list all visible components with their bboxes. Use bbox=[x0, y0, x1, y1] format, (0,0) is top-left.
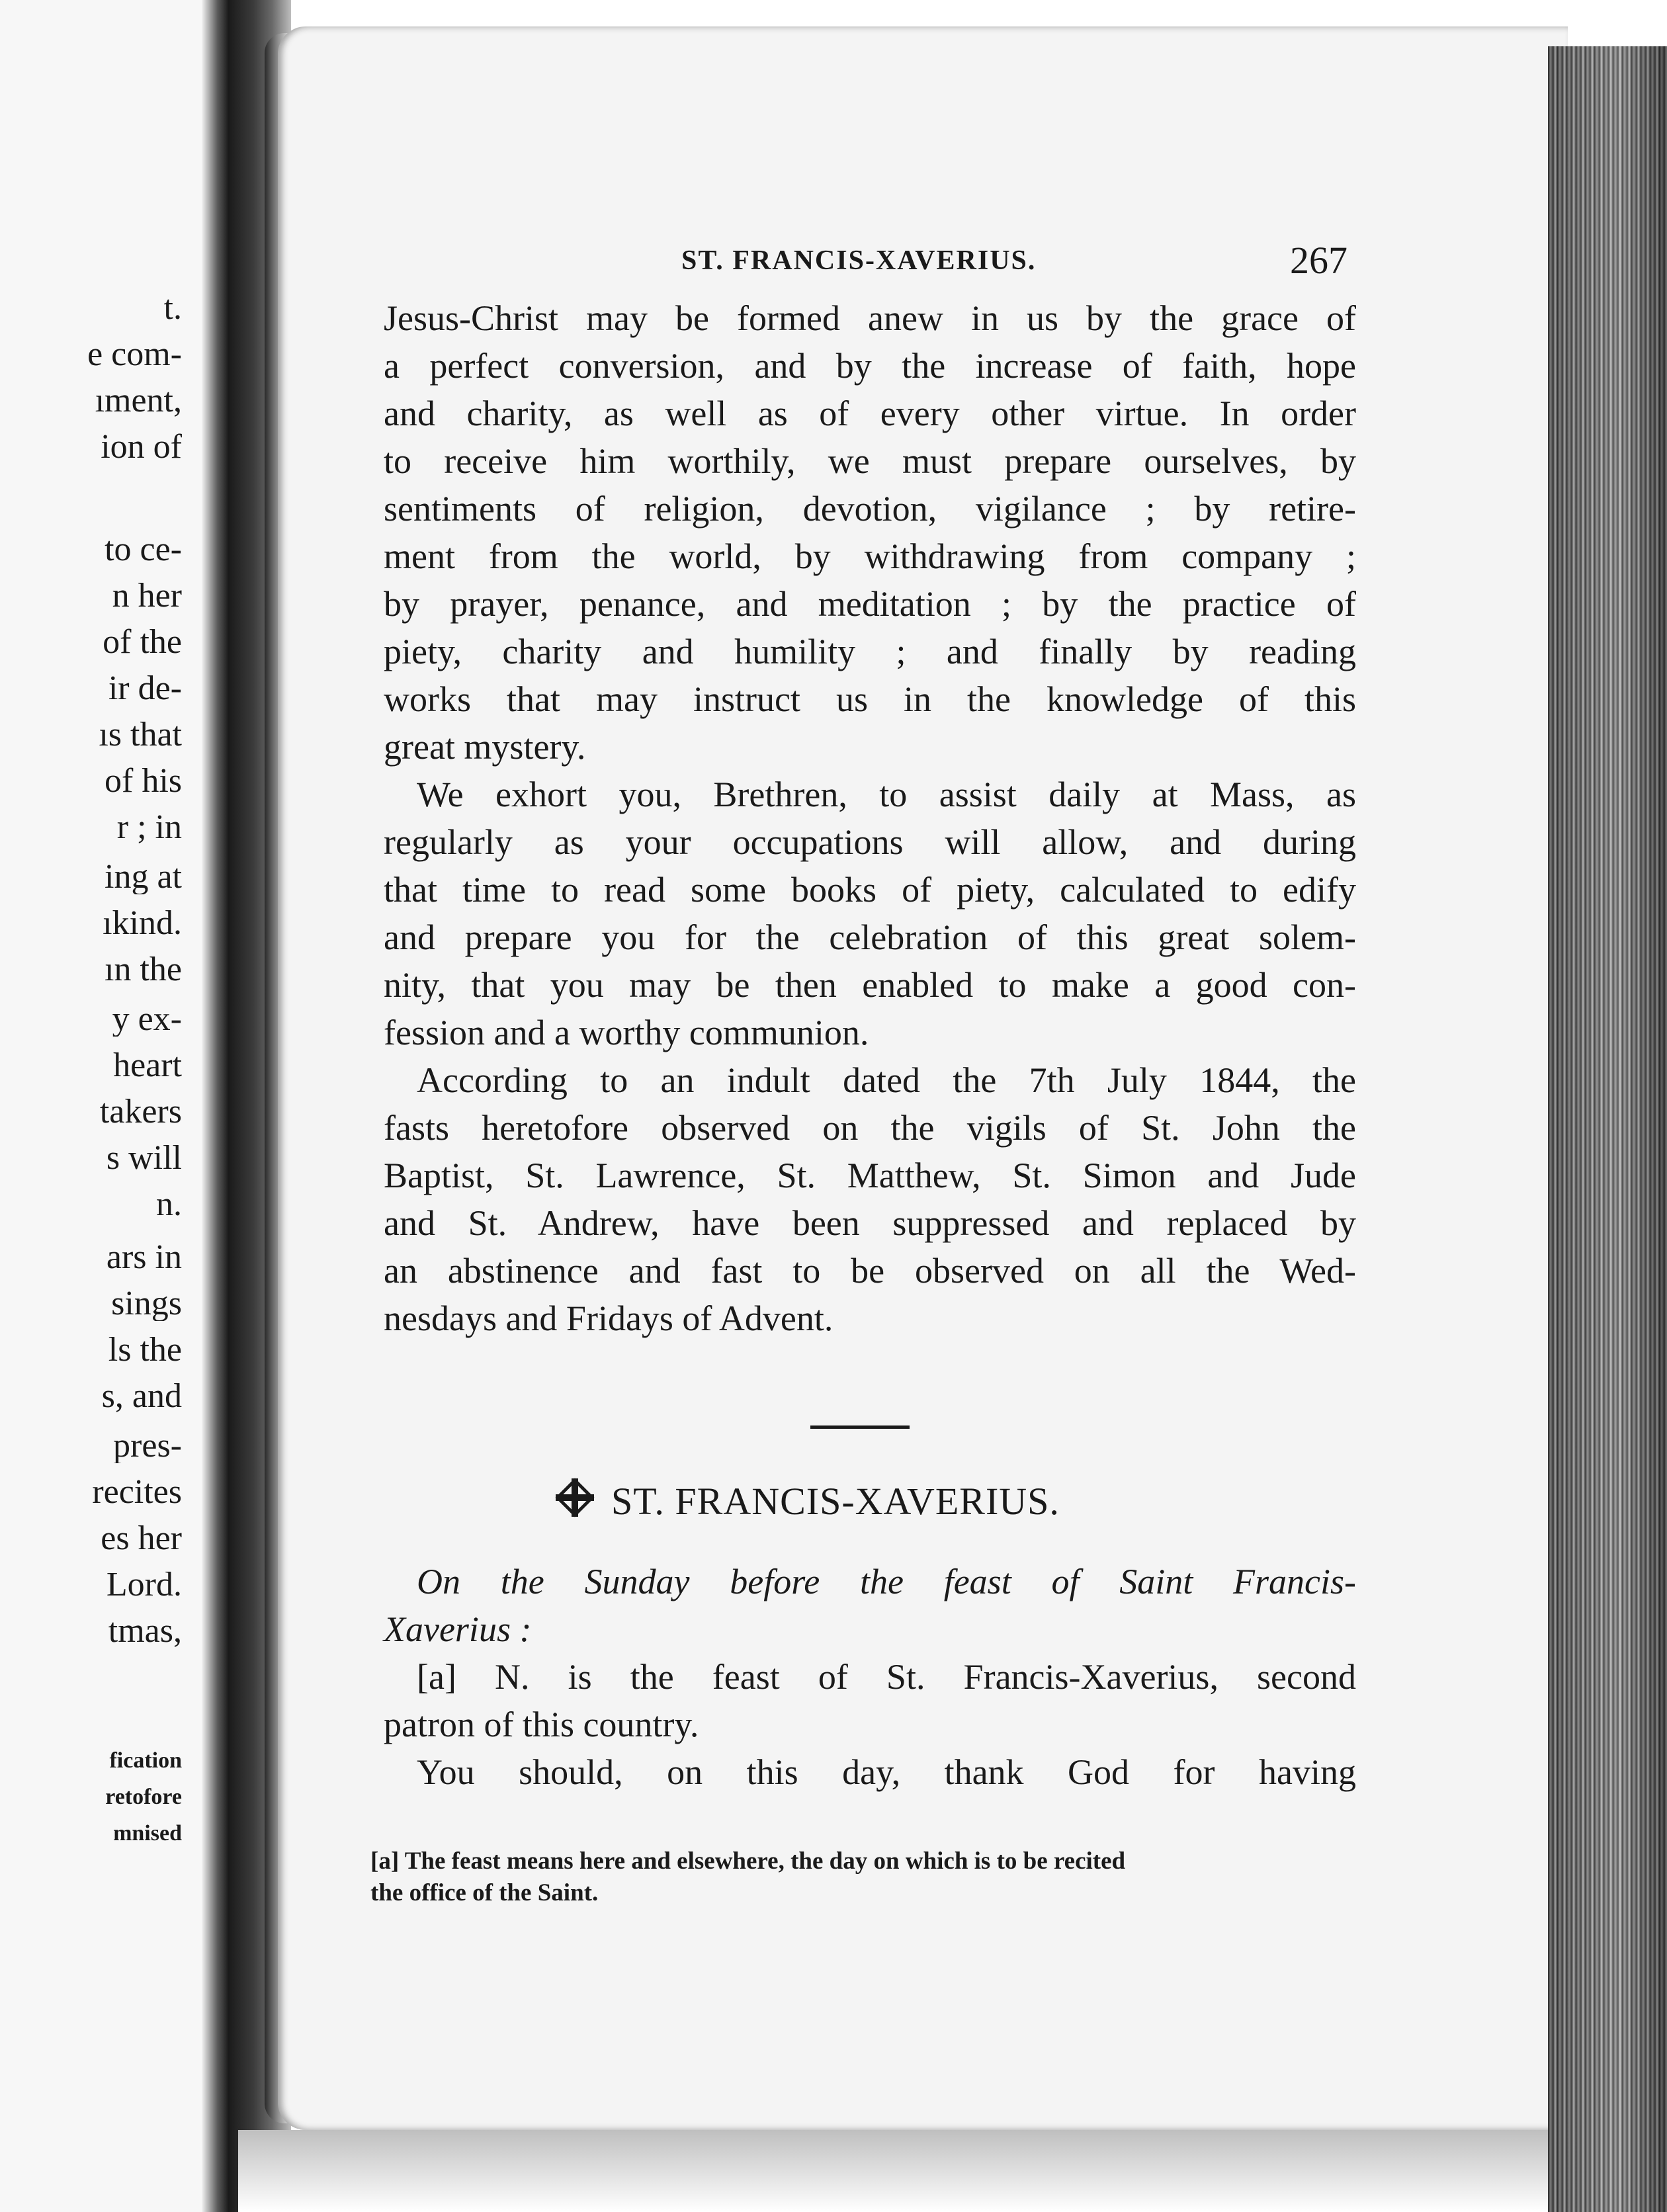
text-line: On the Sunday before the feast of Saint Francis- bbox=[417, 1562, 1356, 1601]
footnote-line: the office of the Saint. bbox=[370, 1879, 599, 1906]
left-page-line: ion of bbox=[101, 430, 182, 464]
text-line: an abstinence and fast to be observed on all the Wed- bbox=[384, 1251, 1356, 1291]
text-line: Jesus-Christ may be formed anew in us by the grace of bbox=[384, 298, 1356, 338]
text-line: sentiments of religion, devotion, vigilance ; by retire- bbox=[384, 489, 1356, 529]
section-heading bbox=[556, 1478, 1060, 1523]
left-page-line: sings bbox=[111, 1287, 182, 1321]
left-page-line: ıkind. bbox=[103, 906, 182, 941]
text-line: You should, on this day, thank God for having bbox=[417, 1752, 1356, 1792]
left-page-note-line: retofore bbox=[105, 1786, 182, 1808]
paragraph-3 bbox=[384, 1056, 1356, 1342]
left-page-line: of the bbox=[103, 625, 182, 659]
text-line: According to an indult dated the 7th July 1844, the bbox=[417, 1060, 1356, 1100]
text-line: great mystery. bbox=[384, 727, 586, 767]
left-page-line: ars in bbox=[106, 1240, 182, 1275]
left-page-line: tmas, bbox=[108, 1614, 182, 1648]
text-line: ment from the world, by withdrawing from company ; bbox=[384, 536, 1356, 576]
left-page-line: ls the bbox=[108, 1333, 182, 1367]
section-divider bbox=[810, 1425, 910, 1429]
body-text bbox=[384, 294, 1356, 1342]
left-page-line: r ; in bbox=[116, 810, 182, 845]
page-edges-stack bbox=[1548, 46, 1667, 2212]
page-number: 267 bbox=[1290, 239, 1347, 282]
left-page-line: ıs that bbox=[99, 718, 182, 752]
left-page-line: s will bbox=[106, 1141, 182, 1175]
section-body bbox=[384, 1558, 1356, 1796]
left-page-line: takers bbox=[99, 1095, 182, 1129]
text-line: nity, that you may be then enabled to make a good con- bbox=[384, 965, 1356, 1005]
footnote-line: [a] The feast means here and elsewhere, the day on which is to be recited bbox=[370, 1848, 1126, 1875]
left-page-line: ing at bbox=[105, 860, 182, 894]
running-title: ST. FRANCIS-XAVERIUS. bbox=[681, 245, 1037, 276]
text-line: patron of this country. bbox=[384, 1705, 699, 1744]
left-page-line: n. bbox=[156, 1187, 182, 1222]
left-page-line: t. bbox=[163, 291, 182, 325]
footnote bbox=[370, 1846, 1330, 1909]
left-page-line: recites bbox=[92, 1475, 182, 1510]
paragraph-1 bbox=[384, 294, 1356, 771]
left-page-line: ın the bbox=[105, 953, 182, 987]
section-title-text: ST. FRANCIS-XAVERIUS. bbox=[611, 1480, 1060, 1523]
text-line: and prepare you for the celebration of this great solem- bbox=[384, 917, 1356, 957]
left-page-note-line: fication bbox=[109, 1750, 182, 1772]
text-line: nesdays and Fridays of Advent. bbox=[384, 1298, 834, 1338]
left-page-line: n her bbox=[112, 579, 182, 613]
text-line: fession and a worthy communion. bbox=[384, 1013, 869, 1052]
text-line: fasts heretofore observed on the vigils of St. John the bbox=[384, 1108, 1356, 1148]
left-page-shadow bbox=[202, 0, 228, 2212]
left-page-line: heart bbox=[113, 1048, 182, 1083]
text-line: and charity, as well as of every other virtue. In order bbox=[384, 394, 1356, 433]
text-line: Baptist, St. Lawrence, St. Matthew, St. Simon and Jude bbox=[384, 1156, 1356, 1195]
left-page-line: of his bbox=[105, 764, 182, 798]
left-page-line: s, and bbox=[101, 1379, 182, 1414]
text-line: Xaverius : bbox=[384, 1609, 532, 1649]
left-page-line: pres- bbox=[113, 1429, 182, 1463]
text-line: by prayer, penance, and meditation ; by the practice of bbox=[384, 584, 1356, 624]
text-line: regularly as your occupations will allow, and during bbox=[384, 822, 1356, 862]
paragraph-2 bbox=[384, 771, 1356, 1056]
text-line: to receive him worthily, we must prepare ourselves, by bbox=[384, 441, 1356, 481]
left-page-line: ir de- bbox=[108, 671, 182, 706]
left-page-note-line: mnised bbox=[113, 1822, 182, 1845]
page-bottom-edge bbox=[238, 2130, 1561, 2212]
text-line: [a] N. is the feast of St. Francis-Xaverius, second bbox=[417, 1657, 1356, 1697]
left-page-line: e com- bbox=[87, 337, 182, 372]
left-page-line: Lord. bbox=[106, 1568, 182, 1602]
text-line: works that may instruct us in the knowledge of this bbox=[384, 679, 1356, 719]
text-line: that time to read some books of piety, calculated to edify bbox=[384, 870, 1356, 910]
left-page-line: ıment, bbox=[95, 384, 182, 418]
maltese-cross-icon bbox=[556, 1478, 594, 1517]
left-page-line: to ce- bbox=[105, 532, 182, 567]
left-page-line: es her bbox=[101, 1521, 182, 1556]
text-line: and St. Andrew, have been suppressed and replaced by bbox=[384, 1203, 1356, 1243]
text-line: a perfect conversion, and by the increase of faith, hope bbox=[384, 346, 1356, 386]
text-line: We exhort you, Brethren, to assist daily at Mass, as bbox=[417, 775, 1356, 814]
left-page-line: y ex- bbox=[112, 1002, 182, 1037]
text-line: piety, charity and humility ; and finally by reading bbox=[384, 632, 1356, 671]
